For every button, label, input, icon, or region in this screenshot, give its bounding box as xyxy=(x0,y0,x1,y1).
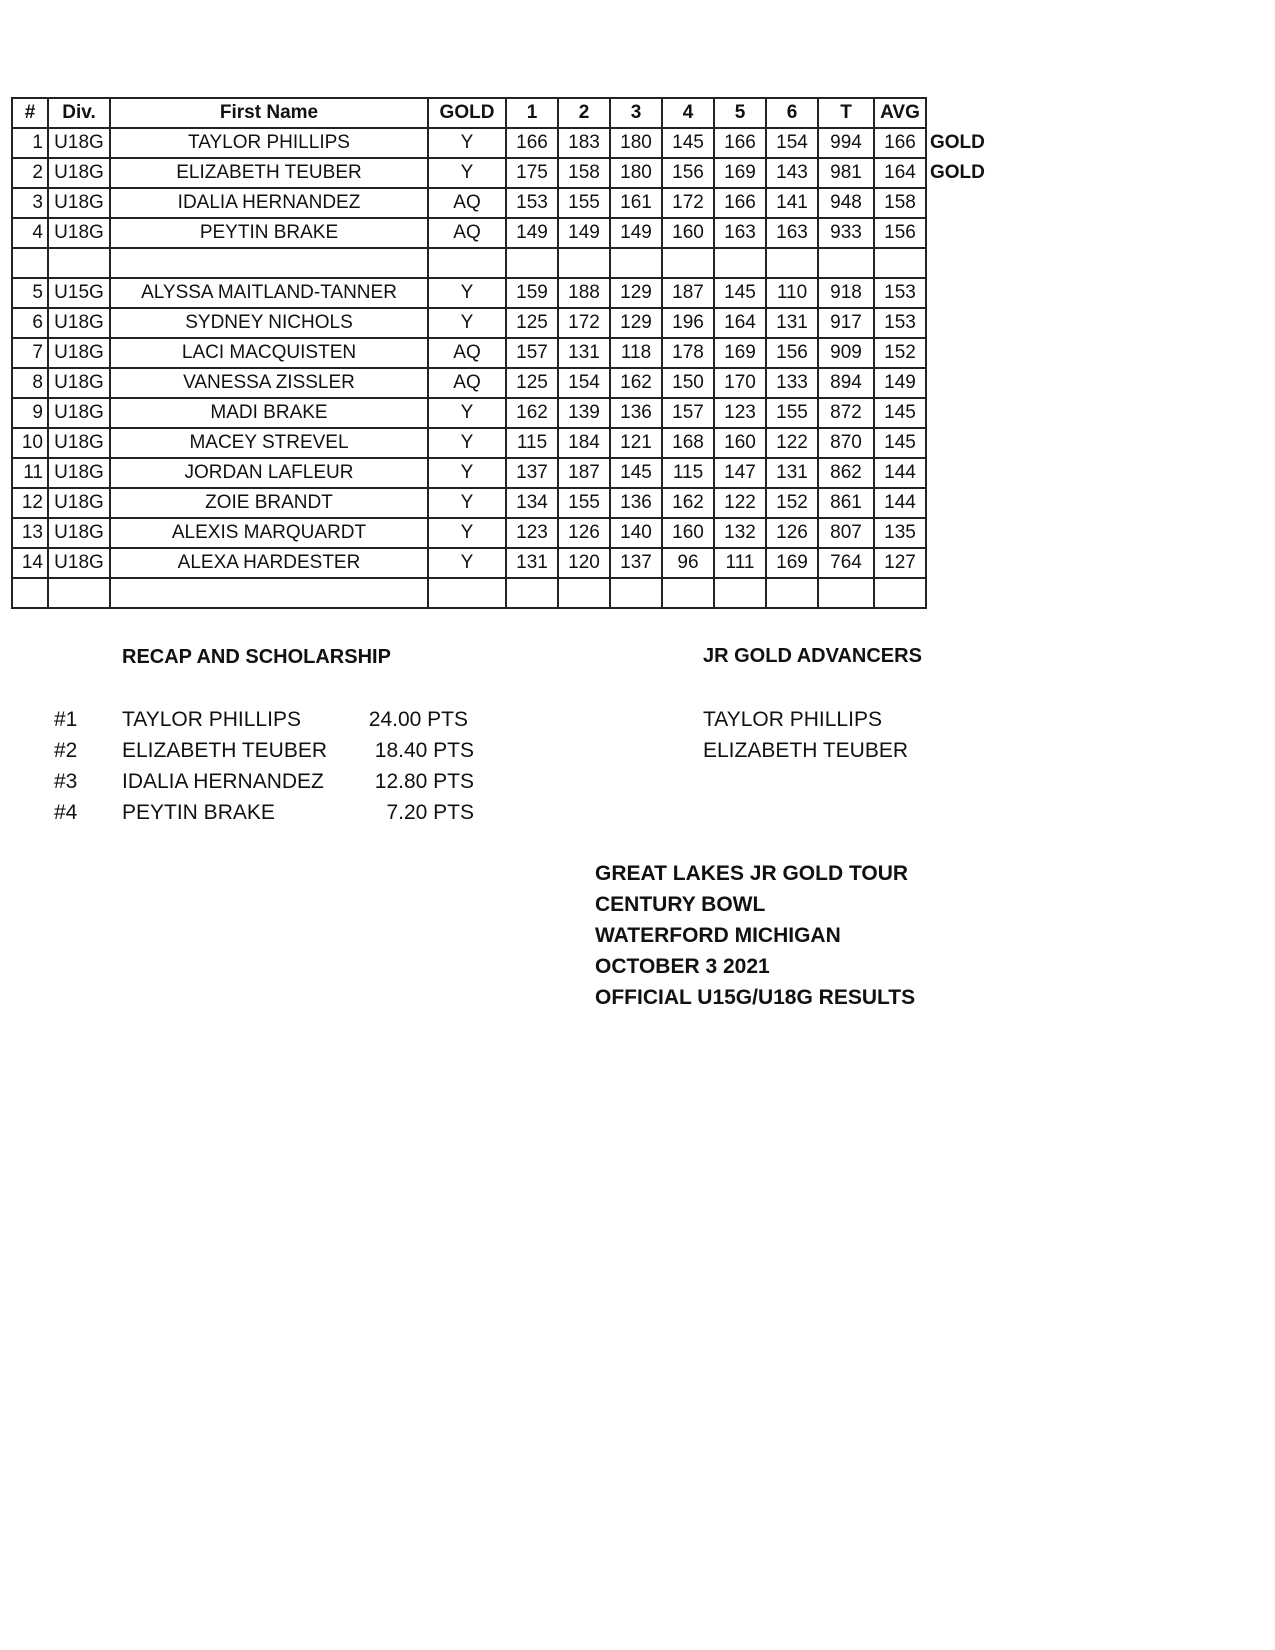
cell-game-5: 169 xyxy=(714,338,766,368)
cell-game-3: 129 xyxy=(610,308,662,338)
header-game-5: 5 xyxy=(714,98,766,128)
cell-gold: AQ xyxy=(428,218,506,248)
cell-avg: 158 xyxy=(874,188,926,218)
empty-cell xyxy=(662,248,714,278)
advancer-name: TAYLOR PHILLIPS xyxy=(703,708,882,731)
table-row xyxy=(12,278,996,308)
recap-place: #2 xyxy=(54,739,78,762)
cell-game-1: 159 xyxy=(506,278,558,308)
empty-cell xyxy=(558,578,610,608)
table-row xyxy=(12,218,996,248)
cell-game-1: 134 xyxy=(506,488,558,518)
cell-avg: 135 xyxy=(874,518,926,548)
cell-total: 948 xyxy=(818,188,874,218)
empty-cell xyxy=(12,578,48,608)
header-game-3: 3 xyxy=(610,98,662,128)
cell-avg: 153 xyxy=(874,278,926,308)
cell-rank: 7 xyxy=(12,338,48,368)
cell-avg: 156 xyxy=(874,218,926,248)
cell-game-3: 136 xyxy=(610,398,662,428)
table-row xyxy=(12,338,996,368)
qualifier-note xyxy=(926,548,996,578)
header-game-4: 4 xyxy=(662,98,714,128)
recap-place: #3 xyxy=(54,770,78,793)
cell-gold: Y xyxy=(428,128,506,158)
cell-game-5: 164 xyxy=(714,308,766,338)
recap-entry xyxy=(54,708,474,738)
cell-game-4: 196 xyxy=(662,308,714,338)
cell-name: ZOIE BRANDT xyxy=(110,488,428,518)
cell-game-1: 125 xyxy=(506,368,558,398)
cell-div: U18G xyxy=(48,338,110,368)
cell-game-4: 157 xyxy=(662,398,714,428)
cell-game-3: 136 xyxy=(610,488,662,518)
recap-name: ELIZABETH TEUBER xyxy=(122,739,327,762)
cell-game-3: 161 xyxy=(610,188,662,218)
recap-points: 24.00 PTS xyxy=(368,708,468,731)
empty-cell xyxy=(110,248,428,278)
cell-rank: 1 xyxy=(12,128,48,158)
cell-total: 872 xyxy=(818,398,874,428)
cell-div: U18G xyxy=(48,398,110,428)
cell-rank: 11 xyxy=(12,458,48,488)
cell-game-5: 163 xyxy=(714,218,766,248)
recap-entry xyxy=(54,801,474,831)
cell-avg: 145 xyxy=(874,398,926,428)
empty-cell xyxy=(714,248,766,278)
table-row xyxy=(12,518,996,548)
empty-cell xyxy=(662,578,714,608)
cell-game-5: 166 xyxy=(714,188,766,218)
header-game-2: 2 xyxy=(558,98,610,128)
cell-rank: 12 xyxy=(12,488,48,518)
table-row xyxy=(12,428,996,458)
cell-game-2: 172 xyxy=(558,308,610,338)
cell-rank: 4 xyxy=(12,218,48,248)
event-results-title: OFFICIAL U15G/U18G RESULTS xyxy=(595,986,916,1009)
cell-name: TAYLOR PHILLIPS xyxy=(110,128,428,158)
cell-gold: AQ xyxy=(428,338,506,368)
qualifier-note: GOLD xyxy=(930,132,985,153)
cell-rank: 5 xyxy=(12,278,48,308)
qualifier-note xyxy=(926,578,996,608)
cell-game-4: 160 xyxy=(662,518,714,548)
qualifier-note xyxy=(926,458,996,488)
empty-cell xyxy=(48,578,110,608)
qualifier-note xyxy=(926,248,996,278)
table-row xyxy=(12,488,996,518)
recap-points: 7.20 PTS xyxy=(386,801,474,824)
cell-game-4: 160 xyxy=(662,218,714,248)
cell-total: 918 xyxy=(818,278,874,308)
header-first-name: First Name xyxy=(110,98,428,128)
cell-avg: 166 xyxy=(874,128,926,158)
cell-game-4: 150 xyxy=(662,368,714,398)
cell-game-2: 183 xyxy=(558,128,610,158)
cell-name: IDALIA HERNANDEZ xyxy=(110,188,428,218)
empty-cell xyxy=(766,248,818,278)
cell-game-1: 153 xyxy=(506,188,558,218)
qualifier-note: GOLD xyxy=(930,162,985,183)
empty-cell xyxy=(12,248,48,278)
cell-total: 909 xyxy=(818,338,874,368)
cell-rank: 8 xyxy=(12,368,48,398)
cell-game-3: 180 xyxy=(610,158,662,188)
cell-avg: 144 xyxy=(874,458,926,488)
cell-game-5: 132 xyxy=(714,518,766,548)
cell-game-6: 163 xyxy=(766,218,818,248)
recap-title: RECAP AND SCHOLARSHIP xyxy=(122,646,391,668)
cell-total: 981 xyxy=(818,158,874,188)
empty-cell xyxy=(48,248,110,278)
header-total: T xyxy=(818,98,874,128)
cell-game-1: 137 xyxy=(506,458,558,488)
cell-game-6: 143 xyxy=(766,158,818,188)
cell-game-4: 187 xyxy=(662,278,714,308)
event-date: OCTOBER 3 2021 xyxy=(595,955,770,978)
table-row xyxy=(12,548,996,578)
cell-game-6: 141 xyxy=(766,188,818,218)
cell-name: JORDAN LAFLEUR xyxy=(110,458,428,488)
cell-game-2: 158 xyxy=(558,158,610,188)
cell-game-2: 154 xyxy=(558,368,610,398)
cell-gold: Y xyxy=(428,308,506,338)
event-tour-name: GREAT LAKES JR GOLD TOUR xyxy=(595,862,909,885)
cell-total: 933 xyxy=(818,218,874,248)
cell-total: 862 xyxy=(818,458,874,488)
cell-game-3: 140 xyxy=(610,518,662,548)
cell-total: 861 xyxy=(818,488,874,518)
table-row xyxy=(12,158,996,188)
cell-game-2: 187 xyxy=(558,458,610,488)
cell-div: U18G xyxy=(48,308,110,338)
header-gold: GOLD xyxy=(428,98,506,128)
advancers-title: JR GOLD ADVANCERS xyxy=(703,645,922,667)
cell-game-6: 152 xyxy=(766,488,818,518)
cell-total: 870 xyxy=(818,428,874,458)
cell-div: U18G xyxy=(48,158,110,188)
qualifier-note xyxy=(926,398,996,428)
cell-avg: 152 xyxy=(874,338,926,368)
cell-game-4: 168 xyxy=(662,428,714,458)
table-header-row xyxy=(12,98,996,128)
cell-div: U18G xyxy=(48,128,110,158)
cell-gold: Y xyxy=(428,278,506,308)
table-row xyxy=(12,308,996,338)
header-game-6: 6 xyxy=(766,98,818,128)
cell-div: U18G xyxy=(48,458,110,488)
cell-name: PEYTIN BRAKE xyxy=(110,218,428,248)
cell-total: 894 xyxy=(818,368,874,398)
cell-game-5: 122 xyxy=(714,488,766,518)
qualifier-note xyxy=(926,518,996,548)
table-row xyxy=(12,128,996,158)
recap-name: IDALIA HERNANDEZ xyxy=(122,770,324,793)
qualifier-note xyxy=(926,368,996,398)
cell-game-6: 126 xyxy=(766,518,818,548)
cell-gold: Y xyxy=(428,458,506,488)
qualifier-note xyxy=(926,188,996,218)
cell-game-3: 118 xyxy=(610,338,662,368)
cell-gold: Y xyxy=(428,398,506,428)
cell-game-2: 126 xyxy=(558,518,610,548)
empty-cell xyxy=(818,248,874,278)
cell-game-5: 169 xyxy=(714,158,766,188)
cell-game-2: 149 xyxy=(558,218,610,248)
cell-total: 764 xyxy=(818,548,874,578)
cell-gold: Y xyxy=(428,488,506,518)
qualifier-note xyxy=(926,278,996,308)
recap-name: TAYLOR PHILLIPS xyxy=(122,708,301,731)
cell-name: MADI BRAKE xyxy=(110,398,428,428)
empty-cell xyxy=(558,248,610,278)
cell-name: MACEY STREVEL xyxy=(110,428,428,458)
cell-game-6: 122 xyxy=(766,428,818,458)
cell-div: U18G xyxy=(48,518,110,548)
cell-game-3: 180 xyxy=(610,128,662,158)
cell-game-1: 131 xyxy=(506,548,558,578)
cell-game-2: 155 xyxy=(558,488,610,518)
cell-game-1: 157 xyxy=(506,338,558,368)
advancer-name: ELIZABETH TEUBER xyxy=(703,739,908,762)
cell-game-2: 184 xyxy=(558,428,610,458)
table-blank-row xyxy=(12,578,996,608)
qualifier-note xyxy=(926,338,996,368)
event-venue: CENTURY BOWL xyxy=(595,893,766,916)
empty-cell xyxy=(506,248,558,278)
cell-game-4: 115 xyxy=(662,458,714,488)
cell-gold: AQ xyxy=(428,188,506,218)
header-div: Div. xyxy=(48,98,110,128)
empty-cell xyxy=(818,578,874,608)
results-table xyxy=(11,97,997,609)
cell-game-2: 120 xyxy=(558,548,610,578)
empty-cell xyxy=(610,578,662,608)
table-row xyxy=(12,368,996,398)
cell-game-3: 145 xyxy=(610,458,662,488)
recap-name: PEYTIN BRAKE xyxy=(122,801,275,824)
recap-points: 12.80 PTS xyxy=(374,770,474,793)
cell-name: ALEXIS MARQUARDT xyxy=(110,518,428,548)
cell-name: SYDNEY NICHOLS xyxy=(110,308,428,338)
cell-gold: AQ xyxy=(428,368,506,398)
cell-game-3: 149 xyxy=(610,218,662,248)
cell-avg: 164 xyxy=(874,158,926,188)
cell-gold: Y xyxy=(428,428,506,458)
table-row xyxy=(12,458,996,488)
header-note-spacer xyxy=(926,98,996,128)
cell-avg: 144 xyxy=(874,488,926,518)
cell-gold: Y xyxy=(428,158,506,188)
cell-game-2: 131 xyxy=(558,338,610,368)
qualifier-note xyxy=(926,428,996,458)
cell-rank: 13 xyxy=(12,518,48,548)
cell-game-1: 162 xyxy=(506,398,558,428)
cell-name: LACI MACQUISTEN xyxy=(110,338,428,368)
empty-cell xyxy=(874,248,926,278)
cell-game-1: 115 xyxy=(506,428,558,458)
cell-game-5: 111 xyxy=(714,548,766,578)
results-body xyxy=(12,128,996,608)
qualifier-note xyxy=(926,488,996,518)
cell-gold: Y xyxy=(428,548,506,578)
cell-game-3: 137 xyxy=(610,548,662,578)
cell-game-5: 166 xyxy=(714,128,766,158)
cell-rank: 9 xyxy=(12,398,48,428)
qualifier-note xyxy=(926,308,996,338)
cell-total: 994 xyxy=(818,128,874,158)
cell-game-4: 156 xyxy=(662,158,714,188)
cell-game-3: 129 xyxy=(610,278,662,308)
table-blank-row xyxy=(12,248,996,278)
cell-div: U15G xyxy=(48,278,110,308)
cell-div: U18G xyxy=(48,188,110,218)
cell-game-5: 123 xyxy=(714,398,766,428)
cell-rank: 2 xyxy=(12,158,48,188)
cell-game-3: 162 xyxy=(610,368,662,398)
cell-game-1: 125 xyxy=(506,308,558,338)
cell-total: 917 xyxy=(818,308,874,338)
cell-game-4: 178 xyxy=(662,338,714,368)
empty-cell xyxy=(874,578,926,608)
empty-cell xyxy=(714,578,766,608)
cell-name: VANESSA ZISSLER xyxy=(110,368,428,398)
cell-name: ALYSSA MAITLAND-TANNER xyxy=(110,278,428,308)
cell-game-4: 145 xyxy=(662,128,714,158)
recap-place: #4 xyxy=(54,801,78,824)
cell-game-4: 96 xyxy=(662,548,714,578)
cell-game-2: 188 xyxy=(558,278,610,308)
cell-game-6: 131 xyxy=(766,458,818,488)
cell-div: U18G xyxy=(48,368,110,398)
cell-rank: 3 xyxy=(12,188,48,218)
event-location: WATERFORD MICHIGAN xyxy=(595,924,841,947)
cell-rank: 14 xyxy=(12,548,48,578)
cell-name: ALEXA HARDESTER xyxy=(110,548,428,578)
cell-name: ELIZABETH TEUBER xyxy=(110,158,428,188)
empty-cell xyxy=(428,578,506,608)
cell-game-6: 110 xyxy=(766,278,818,308)
cell-game-6: 169 xyxy=(766,548,818,578)
cell-game-6: 133 xyxy=(766,368,818,398)
cell-gold: Y xyxy=(428,518,506,548)
cell-game-5: 170 xyxy=(714,368,766,398)
cell-rank: 10 xyxy=(12,428,48,458)
cell-game-1: 123 xyxy=(506,518,558,548)
cell-game-5: 160 xyxy=(714,428,766,458)
cell-avg: 127 xyxy=(874,548,926,578)
recap-place: #1 xyxy=(54,708,78,731)
empty-cell xyxy=(428,248,506,278)
cell-rank: 6 xyxy=(12,308,48,338)
qualifier-note xyxy=(926,218,996,248)
empty-cell xyxy=(766,578,818,608)
header-rank: # xyxy=(12,98,48,128)
empty-cell xyxy=(110,578,428,608)
cell-game-4: 172 xyxy=(662,188,714,218)
table-row xyxy=(12,188,996,218)
recap-entry xyxy=(54,739,474,769)
recap-points: 18.40 PTS xyxy=(374,739,474,762)
cell-game-2: 155 xyxy=(558,188,610,218)
cell-game-1: 149 xyxy=(506,218,558,248)
cell-game-2: 139 xyxy=(558,398,610,428)
empty-cell xyxy=(610,248,662,278)
cell-div: U18G xyxy=(48,548,110,578)
cell-avg: 149 xyxy=(874,368,926,398)
cell-avg: 145 xyxy=(874,428,926,458)
cell-div: U18G xyxy=(48,428,110,458)
cell-game-1: 166 xyxy=(506,128,558,158)
empty-cell xyxy=(506,578,558,608)
cell-div: U18G xyxy=(48,218,110,248)
cell-game-5: 145 xyxy=(714,278,766,308)
cell-game-6: 156 xyxy=(766,338,818,368)
cell-avg: 153 xyxy=(874,308,926,338)
header-game-1: 1 xyxy=(506,98,558,128)
cell-game-6: 131 xyxy=(766,308,818,338)
cell-total: 807 xyxy=(818,518,874,548)
cell-div: U18G xyxy=(48,488,110,518)
cell-game-6: 154 xyxy=(766,128,818,158)
cell-game-1: 175 xyxy=(506,158,558,188)
recap-entry xyxy=(54,770,474,800)
cell-game-4: 162 xyxy=(662,488,714,518)
table-row xyxy=(12,398,996,428)
cell-game-5: 147 xyxy=(714,458,766,488)
cell-game-3: 121 xyxy=(610,428,662,458)
header-avg: AVG xyxy=(874,98,926,128)
cell-game-6: 155 xyxy=(766,398,818,428)
